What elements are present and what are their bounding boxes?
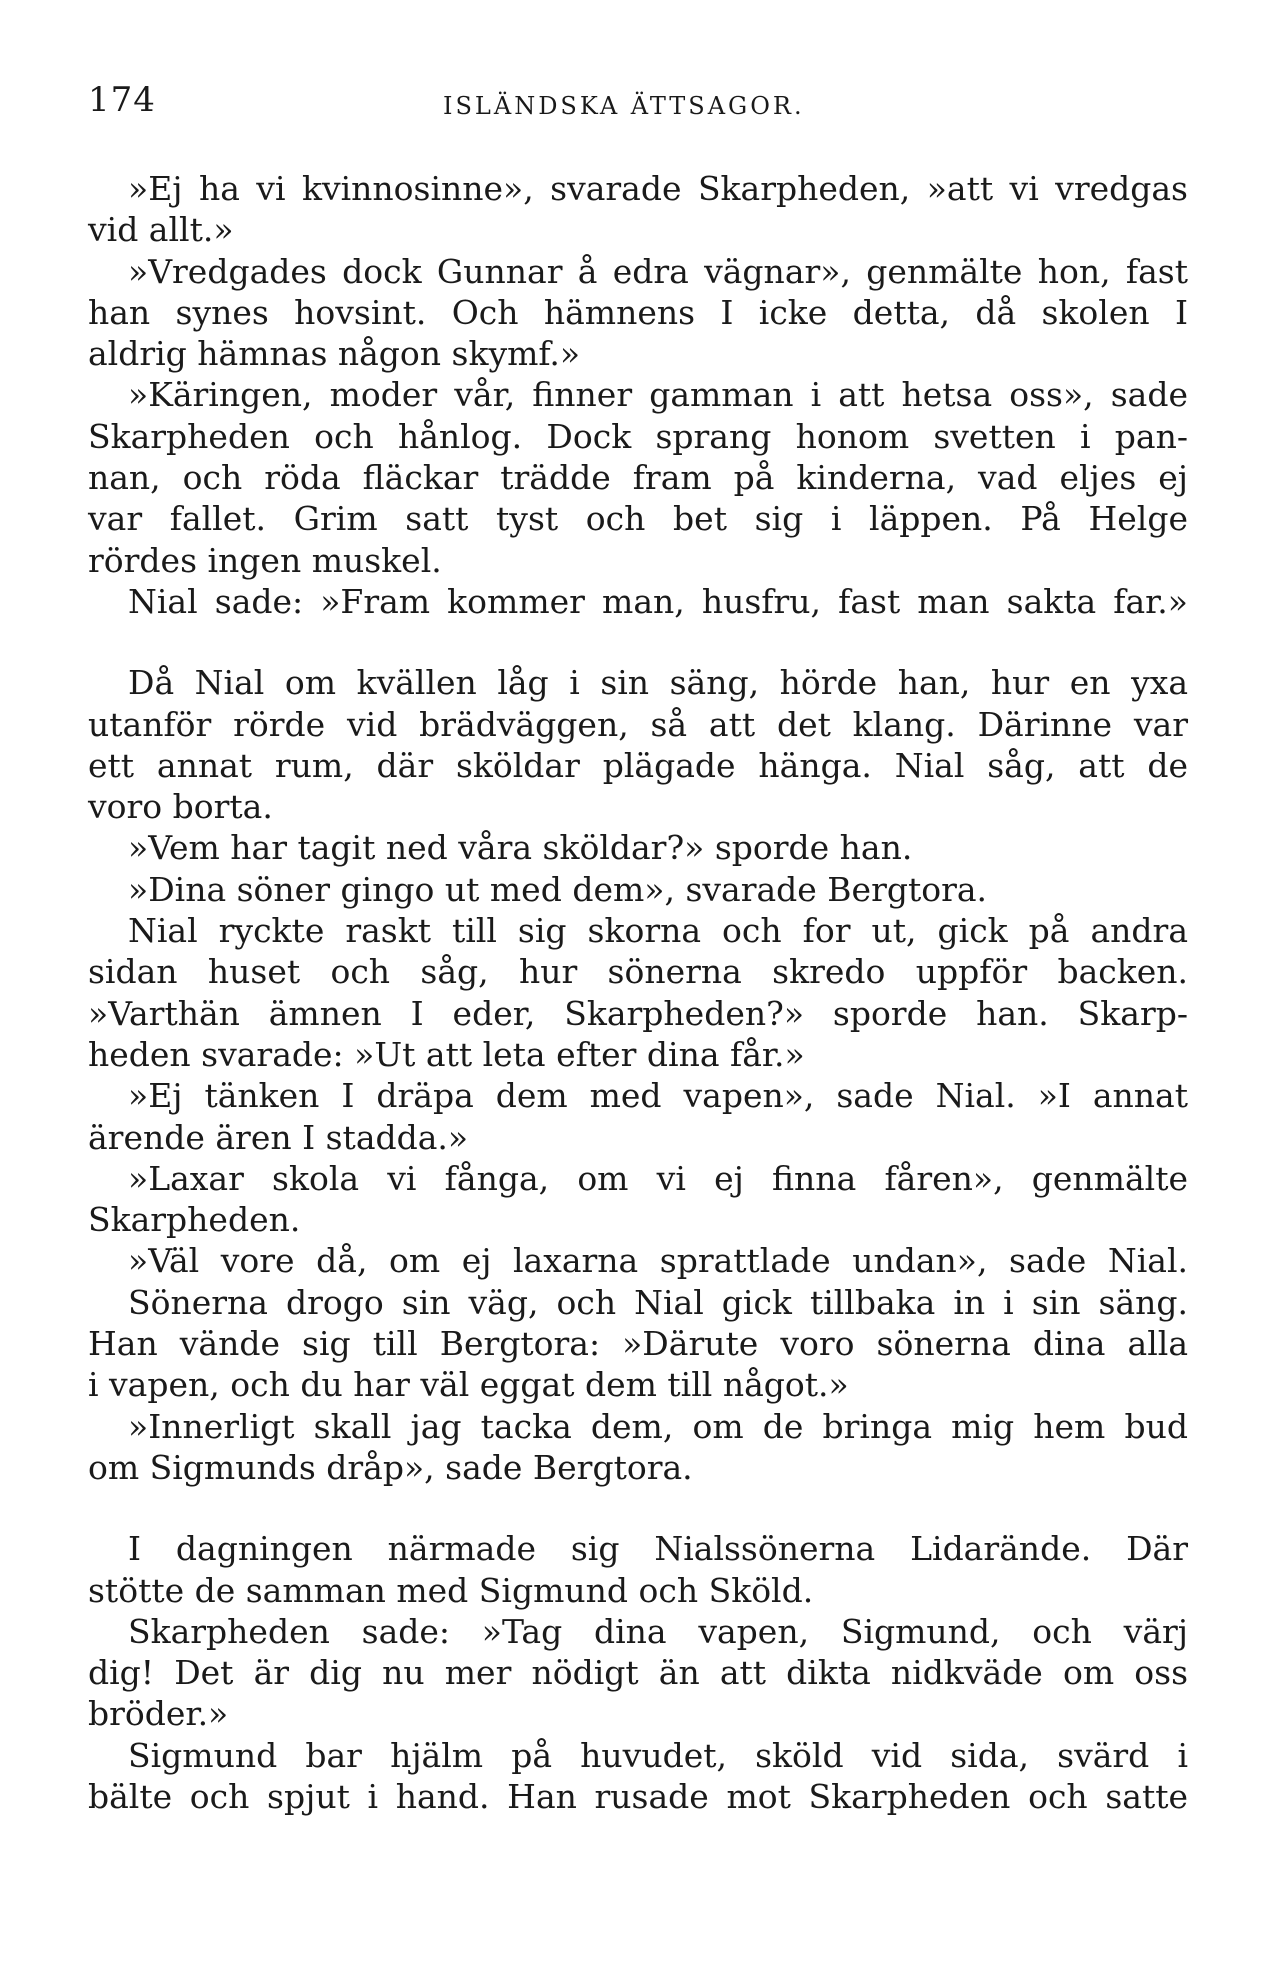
text-line: Skarpheden och hånlog. Dock sprang honom svetten i pan- (88, 416, 1188, 456)
text-line: stötte de samman med Sigmund och Sköld. (88, 1570, 814, 1610)
text-line: voro borta. (88, 787, 273, 827)
text-line: »Laxar skola vi fånga, om vi ej finna fåren», genmälte (128, 1158, 1188, 1198)
text-line: i vapen, och du har väl eggat dem till något.» (88, 1365, 849, 1405)
text-line: I dagningen närmade sig Nialssönerna Lidarände. Där (128, 1529, 1188, 1569)
text-line: »Dina söner gingo ut med dem», svarade Bergtora. (128, 869, 988, 909)
text-line: Skarpheden sade: »Tag dina vapen, Sigmund, och värj (128, 1611, 1188, 1651)
text-line: Han vände sig till Bergtora: »Därute voro sönerna dina alla (88, 1324, 1188, 1364)
text-line: nan, och röda fläckar trädde fram på kinderna, vad eljes ej (88, 458, 1188, 498)
text-line: »Varthän ämnen I eder, Skarpheden?» sporde han. Skarp- (88, 993, 1188, 1033)
text-line: han synes hovsint. Och hämnens I icke detta, då skolen I (88, 292, 1188, 332)
text-line: vid allt.» (88, 210, 234, 250)
running-head (88, 80, 1188, 130)
text-line: Sigmund bar hjälm på huvudet, sköld vid sida, svärd i (128, 1735, 1188, 1775)
text-line: utanför rörde vid brädväggen, så att det klang. Därinne var (88, 704, 1188, 744)
page-number: 174 (88, 80, 156, 120)
text-line: Nial ryckte raskt till sig skorna och for ut, gick på andra (128, 911, 1188, 951)
text-line: »Väl vore då, om ej laxarna sprattlade undan», sade Nial. (128, 1241, 1188, 1281)
text-line: var fallet. Grim satt tyst och bet sig i läppen. På Helge (88, 499, 1188, 539)
text-line: bälte och spjut i hand. Han rusade mot Skarpheden och satte (88, 1776, 1188, 1816)
text-line: »Innerligt skall jag tacka dem, om de bringa mig hem bud (128, 1406, 1188, 1446)
text-line: sidan huset och såg, hur sönerna skredo uppför backen. (88, 952, 1188, 992)
section-break (88, 622, 1188, 662)
section-break (88, 1488, 1188, 1528)
text-line: bröder.» (88, 1694, 229, 1734)
text-line: »Ej tänken I dräpa dem med vapen», sade Nial. »I annat (128, 1076, 1188, 1116)
text-line: ett annat rum, där sköldar plägade hänga. Nial såg, att de (88, 745, 1188, 785)
text-line: »Vredgades dock Gunnar å edra vägnar», genmälte hon, fast (128, 251, 1188, 291)
text-line: heden svarade: »Ut att leta efter dina får.» (88, 1034, 805, 1074)
text-line: Skarpheden. (88, 1200, 301, 1240)
text-line: aldrig hämnas någon skymf.» (88, 334, 581, 374)
text-line: »Vem har tagit ned våra sköldar?» sporde han. (128, 828, 913, 868)
text-line: »Ej ha vi kvinnosinne», svarade Skarpheden, »att vi vredgas (128, 169, 1188, 208)
text-line: Nial sade: »Fram kommer man, husfru, fast man sakta far.» (128, 581, 1188, 621)
text-line: Då Nial om kvällen låg i sin säng, hörde han, hur en yxa (128, 663, 1188, 703)
text-line: dig! Det är dig nu mer nödigt än att dikta nidkväde om oss (88, 1653, 1188, 1693)
text-line: om Sigmunds dråp», sade Bergtora. (88, 1447, 693, 1487)
running-title: ISLÄNDSKA ÄTTSAGOR. (443, 92, 805, 120)
text-line: rördes ingen muskel. (88, 540, 442, 580)
text-line: Sönerna drogo sin väg, och Nial gick tillbaka in i sin säng. (128, 1282, 1188, 1322)
text-line: »Käringen, moder vår, finner gamman i att hetsa oss», sade (128, 375, 1188, 415)
body-text (88, 168, 1188, 1817)
text-line: ärende ären I stadda.» (88, 1117, 469, 1157)
